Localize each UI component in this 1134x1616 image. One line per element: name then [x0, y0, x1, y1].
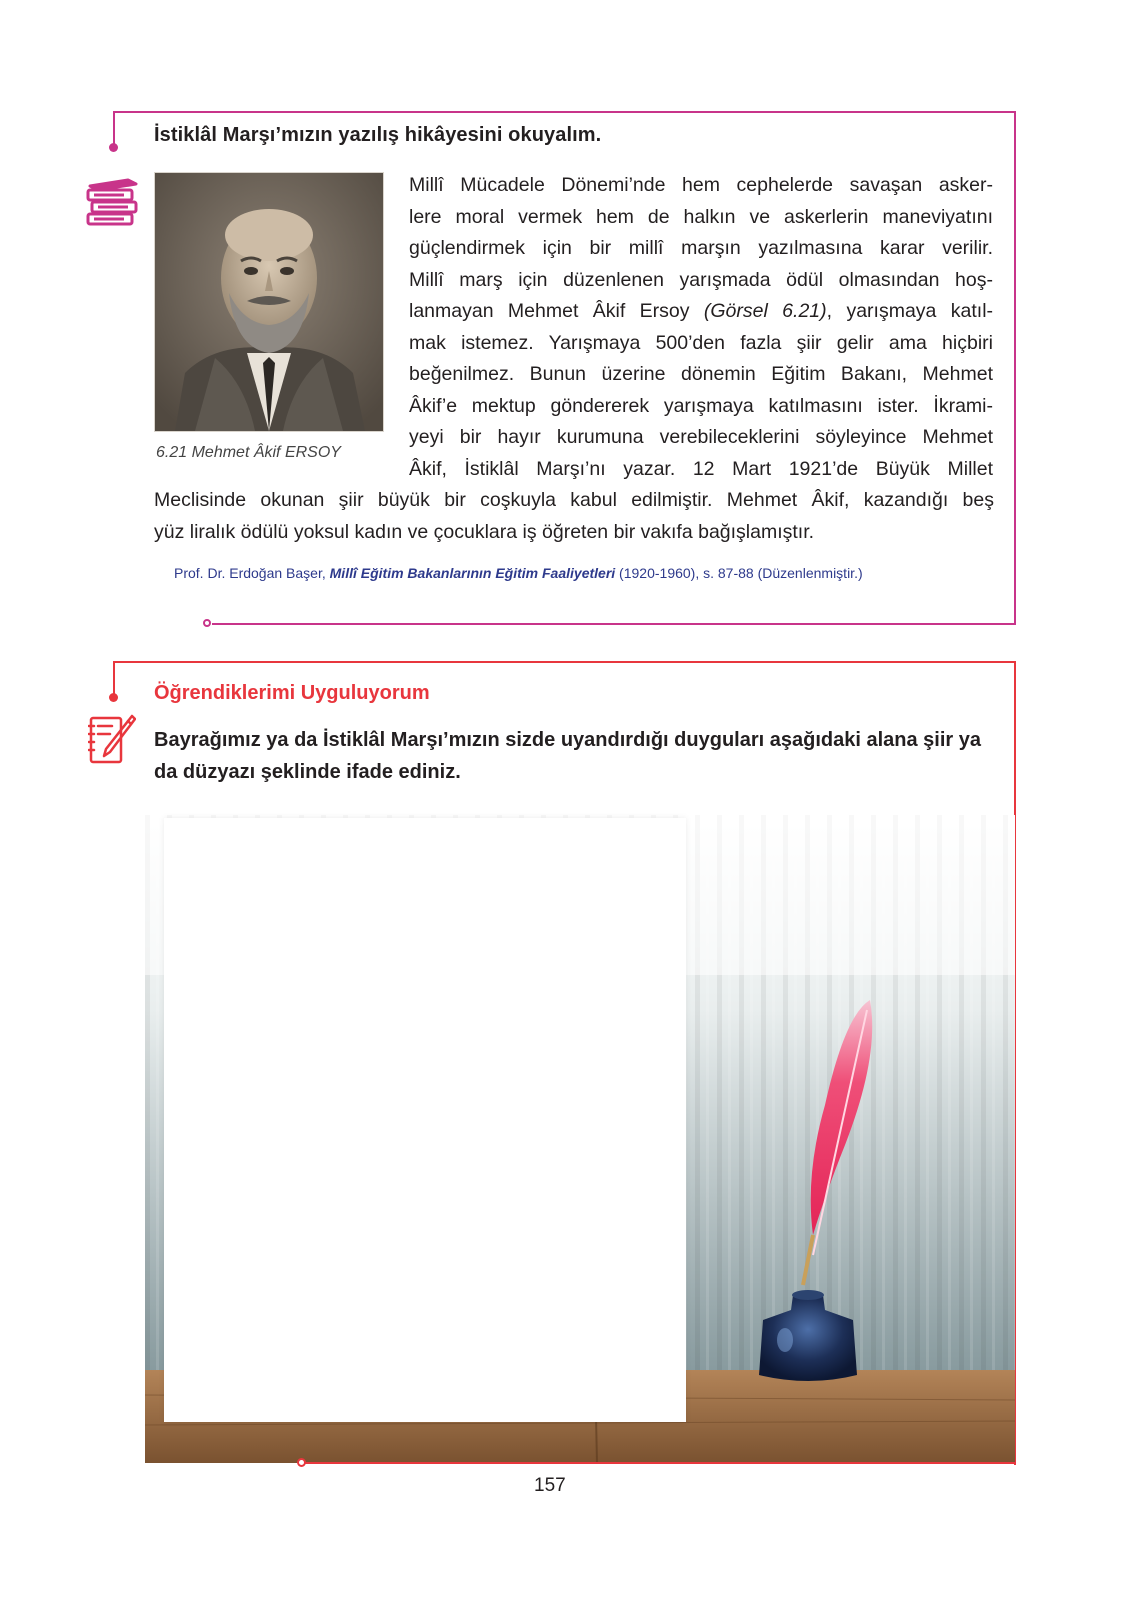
photo-caption: 6.21 Mehmet Âkif ERSOY	[156, 444, 341, 461]
story-line: yüz liralık ödülü yoksul kadın ve çocuklara iş öğreten bir vakıfa bağışlamıştır.	[154, 520, 815, 543]
story-line: Meclisinde okunan şiir büyük bir coşkuyla kabul edilmiştir. Mehmet Âkif, kazandığı beş	[154, 489, 994, 511]
portrait-photo	[155, 173, 383, 431]
section1-frame-left	[113, 111, 115, 145]
story-line: mak istemez. Yarışmaya 500’den fazla şiir gelir ama hiçbiri	[409, 331, 993, 354]
story-line: güçlendirmek için bir millî marşın yazılmasına karar verilir.	[409, 237, 993, 259]
section2-frame-ring	[297, 1458, 306, 1467]
answer-writing-area[interactable]	[164, 818, 686, 1422]
figure-reference: (Görsel 6.21)	[703, 300, 827, 322]
story-text: lanmayan Mehmet Âkif Ersoy	[409, 300, 704, 322]
section1-frame-bottom	[212, 623, 1016, 625]
section2-title: Öğrendiklerimi Uyguluyorum	[154, 682, 430, 704]
source-author: Prof. Dr. Erdoğan Başer,	[174, 565, 330, 581]
notebook-pen-icon	[88, 712, 136, 768]
source-details: (1920-1960), s. 87-88 (Düzenlenmiştir.)	[615, 565, 863, 581]
section2-frame-top	[113, 661, 1016, 663]
story-line: beğenilmez. Bunun üzerine dönemin Eğitim Bakanı, Mehmet	[409, 363, 993, 385]
story-line: Âkif, İstiklâl Marşı’nı yazar. 12 Mart 1921’de Büyük Millet	[409, 457, 993, 480]
section2-instruction: Bayrağımız ya da İstiklâl Marşı’mızın sizde uyandırdığı duyguları aşağıdaki alana şiir ya da düzyazı şeklinde ifade ediniz.	[154, 729, 981, 783]
story-line-with-reference	[409, 296, 993, 328]
section2-frame-dot	[109, 693, 118, 702]
section2-frame-left	[113, 661, 115, 695]
section1-frame-top	[113, 111, 1016, 113]
story-line: yeyi bir hayır kurumuna verebileceklerini söyleyince Mehmet	[409, 426, 993, 448]
source-citation	[174, 565, 863, 581]
section2-frame-bottom	[305, 1462, 1016, 1464]
page-number: 157	[534, 1475, 566, 1496]
story-text: , yarışmaya katıl-	[826, 300, 994, 322]
portrait-illustration	[155, 173, 383, 431]
section1-title: İstiklâl Marşı’mızın yazılış hikâyesini okuyalım.	[154, 124, 602, 146]
books-icon	[84, 172, 142, 226]
story-line: Millî marş için düzenlenen yarışmada ödül olmasından hoş-	[409, 268, 993, 291]
section1-frame-dot	[109, 143, 118, 152]
section1-frame-ring	[203, 619, 211, 627]
section1-frame-right	[1014, 111, 1016, 625]
story-line: Âkif’e mektup göndererek yarışmaya katılmasını ister. İkrami-	[409, 394, 993, 417]
story-line: Millî Mücadele Dönemi’nde hem cephelerde savaşan asker-	[409, 174, 993, 196]
story-line: lere moral vermek hem de halkın ve askerlerin maneviyatını	[409, 205, 993, 228]
story-paragraph-full	[154, 485, 994, 548]
source-title: Millî Eğitim Bakanlarının Eğitim Faaliyetleri	[329, 565, 616, 581]
story-paragraph-right	[409, 170, 993, 485]
